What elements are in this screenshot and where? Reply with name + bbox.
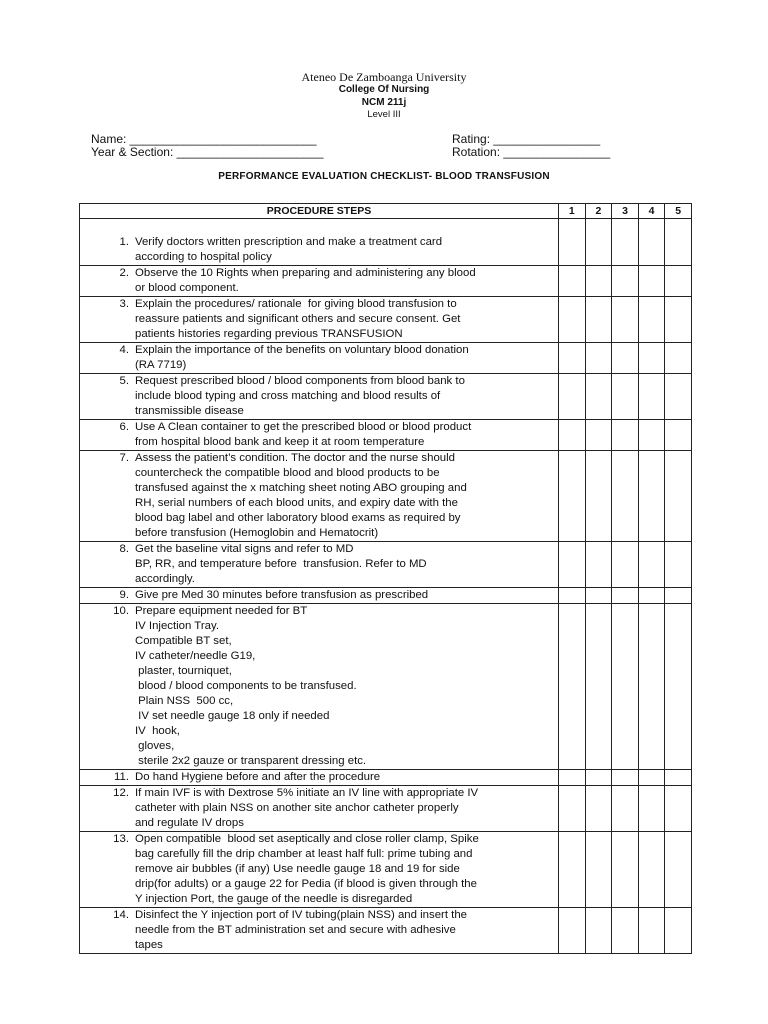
step-text	[135, 451, 554, 541]
procedure-step-cell	[80, 374, 559, 420]
score-cell[interactable]	[585, 219, 612, 266]
procedure-step-cell	[80, 343, 559, 374]
step-number: 4.	[119, 344, 129, 356]
step-text-line: Disinfect the Y injection port of IV tubing(plain NSS) and insert the	[135, 909, 467, 921]
step-text-line: before transfusion (Hemoglobin and Hematocrit)	[135, 527, 379, 539]
score-cell[interactable]	[585, 297, 612, 343]
evaluation-fields	[452, 133, 610, 158]
step-text-line: patients histories regarding previous TRANSFUSION	[135, 328, 403, 340]
step-text-line: If main IVF is with Dextrose 5% initiate an IV line with appropriate IV	[135, 787, 479, 799]
score-cell[interactable]	[638, 604, 665, 770]
step-text-line: sterile 2x2 gauze or transparent dressing etc.	[135, 755, 367, 767]
step-text-line: needle from the BT administration set and secure with adhesive	[135, 924, 456, 936]
score-cell[interactable]	[585, 588, 612, 604]
step-text-line: Verify doctors written prescription and make a treatment card	[135, 236, 443, 248]
step-text	[135, 604, 554, 769]
step-text	[135, 786, 554, 831]
step-text-line: reassure patients and significant others and secure consent. Get	[135, 313, 461, 325]
step-number: 13.	[113, 833, 129, 845]
score-cell[interactable]	[559, 832, 586, 908]
step-text-line: gloves,	[135, 740, 175, 752]
step-text-line: and regulate IV drops	[135, 817, 244, 829]
score-cell[interactable]	[638, 297, 665, 343]
step-number: 1.	[119, 236, 129, 248]
step-text-line: accordingly.	[135, 573, 195, 585]
step-text-line: Give pre Med 30 minutes before transfusion as prescribed	[135, 589, 429, 601]
step-number: 14.	[113, 909, 129, 921]
score-cell[interactable]	[559, 266, 586, 297]
step-text-line: (RA 7719)	[135, 359, 187, 371]
procedure-steps-body	[80, 219, 692, 954]
score-cell[interactable]	[665, 343, 692, 374]
score-cell[interactable]	[665, 588, 692, 604]
table-row	[80, 770, 692, 786]
score-cell[interactable]	[559, 297, 586, 343]
step-text-line: plaster, tourniquet,	[135, 665, 232, 677]
score-header: 4	[638, 204, 665, 219]
score-cell[interactable]	[559, 604, 586, 770]
step-number: 7.	[119, 452, 129, 464]
step-text-line: IV set needle gauge 18 only if needed	[135, 710, 330, 722]
table-row	[80, 343, 692, 374]
procedure-step	[80, 588, 558, 603]
score-cell[interactable]	[665, 542, 692, 588]
table-row	[80, 451, 692, 542]
score-cell[interactable]	[638, 219, 665, 266]
step-number: 12.	[113, 787, 129, 799]
table-row	[80, 374, 692, 420]
score-cell[interactable]	[585, 770, 612, 786]
score-cell[interactable]	[665, 420, 692, 451]
procedure-step	[80, 297, 558, 342]
step-text-line: drip(for adults) or a gauge 22 for Pedia (if blood is given through the	[135, 878, 477, 890]
step-text-line: IV hook,	[135, 725, 180, 737]
step-text	[135, 266, 554, 296]
score-cell[interactable]	[665, 451, 692, 542]
score-cell[interactable]	[559, 451, 586, 542]
step-number: 6.	[119, 421, 129, 433]
procedure-step-cell	[80, 770, 559, 786]
score-cell[interactable]	[585, 374, 612, 420]
table-row	[80, 219, 692, 266]
score-cell[interactable]	[612, 588, 639, 604]
score-header: 1	[559, 204, 586, 219]
step-text	[135, 297, 554, 342]
table-row	[80, 832, 692, 908]
score-cell[interactable]	[559, 420, 586, 451]
procedure-step	[80, 832, 558, 907]
step-text-line: blood / blood components to be transfused.	[135, 680, 357, 692]
step-text	[135, 542, 554, 587]
score-cell[interactable]	[585, 266, 612, 297]
step-text	[135, 588, 554, 603]
table-row	[80, 420, 692, 451]
procedure-step	[80, 908, 558, 953]
step-text-line: Compatible BT set,	[135, 635, 232, 647]
score-cell[interactable]	[612, 420, 639, 451]
year-section-field: Year & Section: ______________________	[91, 144, 324, 159]
step-text-line: tapes	[135, 939, 163, 951]
university-name: Ateneo De Zamboanga University	[301, 70, 467, 84]
rating-field: Rating: ________________	[452, 132, 601, 146]
score-header: 2	[585, 204, 612, 219]
step-text-line: or blood component.	[135, 282, 239, 294]
step-text-line: transfused against the x matching sheet noting ABO grouping and	[135, 482, 467, 494]
step-text	[135, 343, 554, 373]
score-cell[interactable]	[612, 266, 639, 297]
step-text-line: according to hospital policy	[135, 251, 272, 263]
student-fields	[91, 133, 323, 158]
score-cell[interactable]	[638, 588, 665, 604]
procedure-step	[80, 420, 558, 450]
course-code: NCM 211j	[361, 96, 407, 108]
score-cell[interactable]	[559, 786, 586, 832]
score-cell[interactable]	[585, 832, 612, 908]
step-text	[135, 420, 554, 450]
score-cell[interactable]	[559, 770, 586, 786]
step-text-line: Do hand Hygiene before and after the procedure	[135, 771, 381, 783]
score-cell[interactable]	[612, 451, 639, 542]
step-text-line: catheter with plain NSS on another site anchor catheter properly	[135, 802, 459, 814]
score-cell[interactable]	[612, 374, 639, 420]
score-cell[interactable]	[665, 374, 692, 420]
checklist-title: PERFORMANCE EVALUATION CHECKLIST- BLOOD TRANSFUSION	[218, 171, 550, 182]
name-field: Name: ____________________________	[91, 132, 317, 146]
score-cell[interactable]	[612, 542, 639, 588]
step-text-line: Explain the importance of the benefits on voluntary blood donation	[135, 344, 469, 356]
procedure-step-cell	[80, 908, 559, 954]
step-text-line: Use A Clean container to get the prescribed blood or blood product	[135, 421, 472, 433]
step-text	[135, 908, 554, 953]
score-cell[interactable]	[612, 219, 639, 266]
table-row	[80, 542, 692, 588]
score-cell[interactable]	[638, 786, 665, 832]
step-text-line: Request prescribed blood / blood components from blood bank to	[135, 375, 465, 387]
step-text-line: remove air bubbles (if any) Use needle gauge 18 and 19 for side	[135, 863, 460, 875]
step-text-line: Open compatible blood set aseptically and close roller clamp, Spike	[135, 833, 479, 845]
score-cell[interactable]	[559, 542, 586, 588]
procedure-step-cell	[80, 542, 559, 588]
procedure-step-cell	[80, 451, 559, 542]
score-cell[interactable]	[638, 770, 665, 786]
step-number: 10.	[113, 605, 129, 617]
score-cell[interactable]	[638, 908, 665, 954]
table-row	[80, 786, 692, 832]
procedure-step	[80, 786, 558, 831]
step-text-line: from hospital blood bank and keep it at room temperature	[135, 436, 425, 448]
step-text-line: Observe the 10 Rights when preparing and administering any blood	[135, 267, 476, 279]
table-header-row	[80, 204, 692, 219]
score-cell[interactable]	[665, 219, 692, 266]
score-cell[interactable]	[665, 786, 692, 832]
step-number: 3.	[119, 298, 129, 310]
procedure-step-cell	[80, 786, 559, 832]
score-cell[interactable]	[612, 297, 639, 343]
table-row	[80, 297, 692, 343]
procedure-steps-header: PROCEDURE STEPS	[80, 204, 559, 219]
score-cell[interactable]	[612, 832, 639, 908]
score-header: 3	[612, 204, 639, 219]
step-text-line: Prepare equipment needed for BT	[135, 605, 308, 617]
score-cell[interactable]	[665, 604, 692, 770]
step-text-line: Y injection Port, the gauge of the needle is disregarded	[135, 893, 413, 905]
score-cell[interactable]	[665, 266, 692, 297]
step-text-line: transmissible disease	[135, 405, 244, 417]
step-text-line: bag carefully fill the drip chamber at least half full: prime tubing and	[135, 848, 473, 860]
procedure-step-cell	[80, 588, 559, 604]
score-cell[interactable]	[612, 343, 639, 374]
procedure-step	[80, 542, 558, 587]
score-cell[interactable]	[585, 908, 612, 954]
score-cell[interactable]	[559, 219, 586, 266]
table-row	[80, 588, 692, 604]
score-cell[interactable]	[612, 908, 639, 954]
score-cell[interactable]	[665, 908, 692, 954]
score-cell[interactable]	[559, 588, 586, 604]
score-cell[interactable]	[638, 343, 665, 374]
score-cell[interactable]	[638, 374, 665, 420]
step-text-line: Assess the patient’s condition. The doctor and the nurse should	[135, 452, 455, 464]
score-cell[interactable]	[559, 343, 586, 374]
step-text-line: IV catheter/needle G19,	[135, 650, 256, 662]
score-cell[interactable]	[665, 770, 692, 786]
step-text-line: RH, serial numbers of each blood units, and expiry date with the	[135, 497, 458, 509]
rotation-field: Rotation: ________________	[452, 144, 611, 159]
score-cell[interactable]	[559, 908, 586, 954]
college-name: College Of Nursing	[338, 84, 430, 95]
step-text	[135, 235, 554, 265]
step-number: 2.	[119, 267, 129, 279]
score-cell[interactable]	[638, 832, 665, 908]
step-text-line: countercheck the compatible blood and blood products to be	[135, 467, 440, 479]
score-cell[interactable]	[559, 374, 586, 420]
score-cell[interactable]	[665, 832, 692, 908]
score-cell[interactable]	[612, 786, 639, 832]
score-header: 5	[665, 204, 692, 219]
procedure-step-cell	[80, 219, 559, 266]
score-cell[interactable]	[638, 542, 665, 588]
score-cell[interactable]	[585, 542, 612, 588]
level-label: Level III	[367, 109, 401, 120]
score-cell[interactable]	[585, 343, 612, 374]
step-number: 11.	[114, 771, 129, 783]
procedure-step-cell	[80, 832, 559, 908]
table-row	[80, 266, 692, 297]
step-text-line: Get the baseline vital signs and refer to MD	[135, 543, 354, 555]
table-row	[80, 908, 692, 954]
procedure-step	[80, 451, 558, 541]
procedure-step-cell	[80, 297, 559, 343]
step-text	[135, 770, 554, 785]
procedure-step	[80, 343, 558, 373]
step-number: 9.	[119, 589, 129, 601]
procedure-step	[80, 219, 558, 265]
procedure-step	[80, 266, 558, 296]
table-row	[80, 604, 692, 770]
step-number: 8.	[119, 543, 129, 555]
score-cell[interactable]	[585, 420, 612, 451]
procedure-step-cell	[80, 604, 559, 770]
score-cell[interactable]	[665, 297, 692, 343]
step-text-line: IV Injection Tray.	[135, 620, 219, 632]
step-text	[135, 374, 554, 419]
procedure-step-cell	[80, 266, 559, 297]
step-text	[135, 832, 554, 907]
step-text-line: blood bag label and other laboratory blood exams as required by	[135, 512, 461, 524]
score-cell[interactable]	[638, 451, 665, 542]
document-header	[0, 70, 768, 122]
score-cell[interactable]	[585, 604, 612, 770]
procedure-step	[80, 604, 558, 769]
step-text-line: Plain NSS 500 cc,	[135, 695, 234, 707]
procedure-step-cell	[80, 420, 559, 451]
score-cell[interactable]	[612, 770, 639, 786]
step-text-line: include blood typing and cross matching and blood results of	[135, 390, 441, 402]
score-cell[interactable]	[585, 786, 612, 832]
procedure-step	[80, 770, 558, 785]
procedure-checklist-table	[79, 203, 692, 954]
step-number: 5.	[119, 375, 129, 387]
step-text-line: BP, RR, and temperature before transfusion. Refer to MD	[135, 558, 427, 570]
step-text-line: Explain the procedures/ rationale for giving blood transfusion to	[135, 298, 457, 310]
score-cell[interactable]	[638, 266, 665, 297]
procedure-step	[80, 374, 558, 419]
score-cell[interactable]	[585, 451, 612, 542]
score-cell[interactable]	[638, 420, 665, 451]
score-cell[interactable]	[612, 604, 639, 770]
